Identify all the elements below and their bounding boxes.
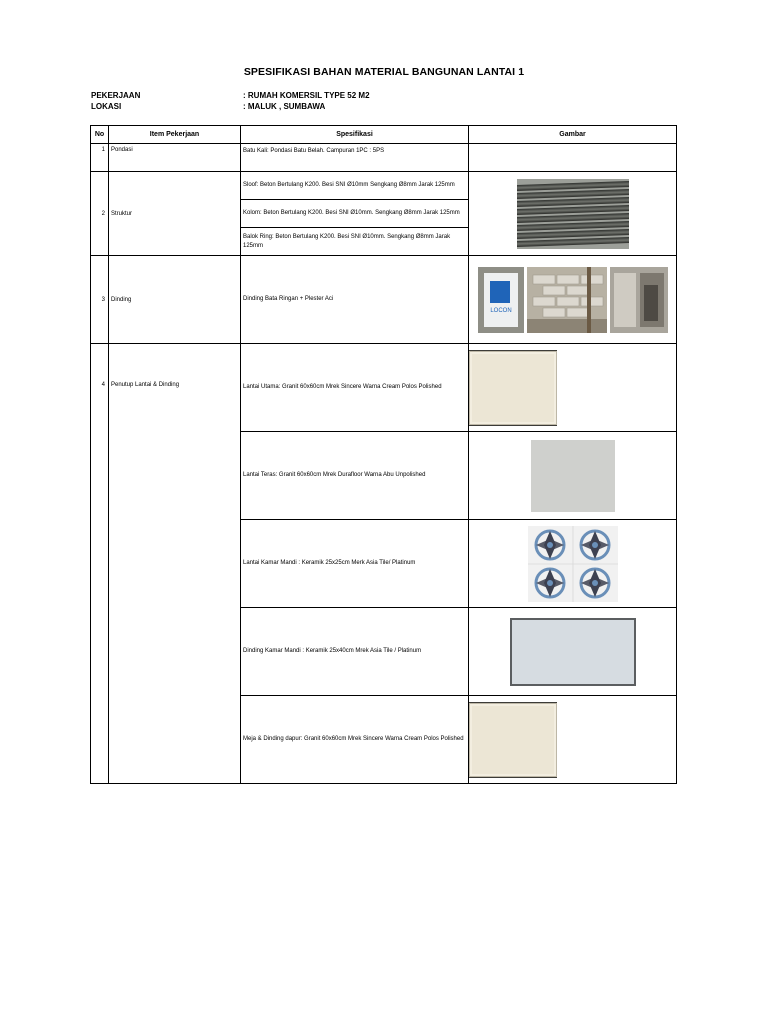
lokasi-label: LOKASI xyxy=(91,102,122,111)
patterned-ceramic-tile-image xyxy=(528,526,618,602)
row-image xyxy=(469,256,677,344)
brick-wall-photo xyxy=(527,267,607,333)
header-image: Gambar xyxy=(469,126,677,144)
page-title: SPESIFIKASI BAHAN MATERIAL BANGUNAN LANTAI 1 xyxy=(243,66,525,78)
row-item: Struktur xyxy=(109,172,241,256)
row-image xyxy=(469,432,677,520)
table-row xyxy=(91,144,677,172)
row-item: Dinding xyxy=(109,256,241,344)
header-no: No xyxy=(91,126,109,144)
cream-granite-tile-image xyxy=(469,702,557,778)
row-spec: Kolom: Beton Bertulang K200. Besi SNI Ø10mm. Sengkang Ø8mm Jarak 125mm xyxy=(241,200,469,228)
row-image-empty xyxy=(469,144,677,172)
row-image xyxy=(469,608,677,696)
brick-logo-photo xyxy=(478,267,524,333)
row-image xyxy=(469,172,677,256)
lokasi-value: : MALUK , SUMBAWA xyxy=(243,102,326,111)
row-spec: Batu Kali: Pondasi Batu Belah. Campuran 1PC : 5PS xyxy=(241,144,469,172)
table-row xyxy=(91,256,677,344)
pekerjaan-label: PEKERJAAN xyxy=(91,91,141,100)
cream-granite-tile-image xyxy=(469,350,557,426)
row-spec: Lantai Teras: Granit 60x60cm Mrek Durafloor Warna Abu Unpolished xyxy=(241,432,469,520)
table-row xyxy=(91,172,677,200)
row-spec: Dinding Kamar Mandi : Keramik 25x40cm Mrek Asia Tile / Platinum xyxy=(241,608,469,696)
header-spec: Spesifikasi xyxy=(241,126,469,144)
row-no: 4 xyxy=(91,344,109,784)
brick-label: LOCON xyxy=(489,307,512,314)
row-no: 1 xyxy=(91,144,109,172)
lightweight-brick-photos xyxy=(469,267,676,333)
row-spec: Meja & Dinding dapur: Granit 60x60cm Mrek Sincere Warna Cream Polos Polished xyxy=(241,696,469,784)
pekerjaan-value: : RUMAH KOMERSIL TYPE 52 M2 xyxy=(243,91,370,100)
row-image xyxy=(469,696,677,784)
row-spec: Balok Ring: Beton Bertulang K200. Besi SNI Ø10mm. Sengkang Ø8mm Jarak 125mm xyxy=(241,228,469,256)
table-row xyxy=(91,344,677,432)
row-image xyxy=(469,520,677,608)
row-no: 3 xyxy=(91,256,109,344)
row-spec: Sloof: Beton Bertulang K200. Besi SNI Ø10mm Sengkang Ø8mm Jarak 125mm xyxy=(241,172,469,200)
row-spec: Lantai Kamar Mandi : Keramik 25x25cm Merk Asia Tile/ Platinum xyxy=(241,520,469,608)
grey-granite-tile-image xyxy=(531,440,615,512)
plastered-wall-photo xyxy=(610,267,668,333)
row-no: 2 xyxy=(91,172,109,256)
header-item: Item Pekerjaan xyxy=(109,126,241,144)
spec-table xyxy=(90,125,677,784)
row-item: Pondasi xyxy=(109,144,241,172)
row-spec: Dinding Bata Ringan + Plester Aci xyxy=(241,256,469,344)
row-spec: Lantai Utama: Granit 60x60cm Mrek Sincere Warna Cream Polos Polished xyxy=(241,344,469,432)
table-header-row xyxy=(91,126,677,144)
row-image xyxy=(469,344,677,432)
light-blue-wall-tile-image xyxy=(510,618,636,686)
rebar-photo xyxy=(517,179,629,249)
row-item: Penutup Lantai & Dinding xyxy=(109,344,241,784)
